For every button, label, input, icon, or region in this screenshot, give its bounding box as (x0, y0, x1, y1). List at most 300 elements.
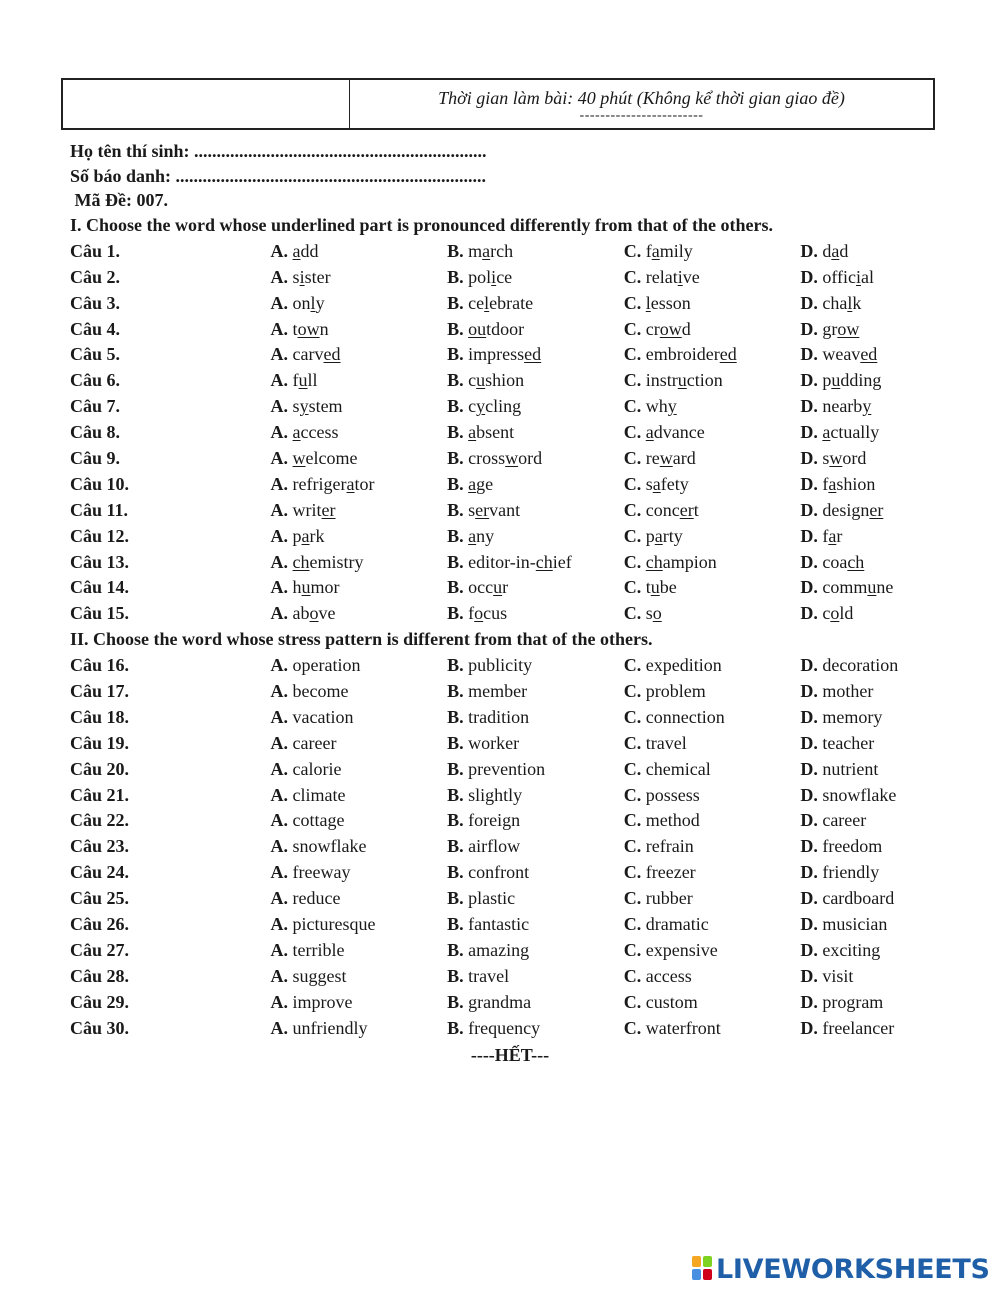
question-row (70, 912, 950, 938)
option-word-start: possess (645, 784, 700, 805)
option-word-end: rch (490, 240, 514, 261)
answer-option[interactable] (271, 860, 448, 886)
option-letter: C. (623, 499, 642, 520)
option-letter: D. (800, 758, 818, 779)
underlined-part: o (652, 603, 662, 624)
answer-option[interactable] (800, 291, 950, 317)
question-number: Câu 10. (70, 473, 130, 494)
option-word-start: t (645, 577, 651, 598)
option-word-end: ord (842, 448, 867, 469)
question-number: Câu 2. (70, 266, 121, 287)
answer-option[interactable] (447, 265, 624, 291)
underlined-part: ed (719, 344, 737, 365)
answer-option[interactable] (447, 368, 624, 394)
answer-option[interactable] (447, 808, 624, 834)
answer-option[interactable] (624, 317, 801, 343)
answer-option[interactable] (447, 498, 624, 524)
question-number: Câu 1. (70, 240, 121, 261)
option-word-end: r (502, 577, 509, 598)
option-letter: B. (447, 914, 464, 935)
underlined-part: ed (323, 344, 341, 365)
answer-option[interactable] (624, 472, 801, 498)
option-letter: A. (270, 732, 289, 753)
question-row (70, 575, 950, 601)
option-word-start: exciting (822, 939, 881, 960)
option-word-start: design (822, 499, 870, 520)
question-row (70, 860, 950, 886)
answer-option[interactable] (624, 757, 801, 783)
option-word-start: comm (822, 577, 868, 598)
answer-option[interactable] (800, 472, 950, 498)
answer-option[interactable] (624, 886, 801, 912)
option-word-start: member (468, 681, 528, 702)
answer-option[interactable] (624, 265, 801, 291)
option-word-start: embroider (645, 344, 720, 365)
option-word-start: pol (468, 266, 492, 287)
option-letter: D. (800, 706, 818, 727)
option-word-start: wh (645, 396, 668, 417)
answer-option[interactable] (800, 317, 950, 343)
answer-option[interactable] (271, 368, 448, 394)
section-title: I. Choose the word whose underlined part is pronounced differently from that of the others. (70, 215, 774, 235)
answer-option[interactable] (800, 808, 950, 834)
answer-option[interactable] (271, 291, 448, 317)
option-letter: B. (447, 422, 464, 443)
answer-option[interactable] (271, 575, 448, 601)
option-word-start: coa (822, 551, 848, 572)
option-letter: A. (270, 344, 289, 365)
answer-option[interactable] (447, 757, 624, 783)
option-letter: D. (800, 991, 818, 1012)
option-word-start: teacher (822, 732, 875, 753)
question-number: Câu 30. (70, 1017, 130, 1038)
answer-option[interactable] (624, 912, 801, 938)
answer-option[interactable] (271, 420, 448, 446)
option-word-start: confront (468, 862, 530, 883)
option-word-start: problem (645, 681, 706, 702)
underlined-part: a (468, 473, 477, 494)
option-word-end: rty (662, 525, 683, 546)
answer-option[interactable] (800, 964, 950, 990)
option-word-start: foreign (468, 810, 521, 831)
option-letter: D. (800, 939, 818, 960)
option-word-start: snowflake (822, 784, 897, 805)
answer-option[interactable] (800, 990, 950, 1016)
question-number: Câu 13. (70, 551, 130, 572)
option-word-start: cardboard (822, 888, 895, 909)
option-letter: B. (447, 939, 464, 960)
answer-option[interactable] (271, 808, 448, 834)
answer-option[interactable] (624, 446, 801, 472)
question-row (70, 964, 950, 990)
question-number: Câu 22. (70, 810, 130, 831)
answer-option[interactable] (271, 653, 448, 679)
answer-option[interactable] (447, 783, 624, 809)
answer-option[interactable] (800, 239, 950, 265)
option-word-start: f (468, 603, 475, 624)
answer-option[interactable] (624, 938, 801, 964)
option-word-end: y (315, 292, 325, 313)
answer-option[interactable] (447, 342, 624, 368)
answer-option[interactable] (624, 239, 801, 265)
option-letter: B. (447, 681, 464, 702)
question-row (70, 757, 950, 783)
answer-option[interactable] (447, 705, 624, 731)
answer-option[interactable] (271, 886, 448, 912)
answer-option[interactable] (271, 394, 448, 420)
option-word-end: d (839, 240, 849, 261)
option-letter: C. (623, 914, 642, 935)
question-row (70, 550, 950, 576)
option-word-end: dding (840, 370, 882, 391)
option-word-start: impress (468, 344, 525, 365)
question-row (70, 524, 950, 550)
answer-option[interactable] (447, 524, 624, 550)
answer-option[interactable] (271, 834, 448, 860)
underlined-part: y (299, 396, 309, 417)
underlined-part: ow (297, 318, 320, 339)
question-number: Câu 3. (70, 292, 121, 313)
answer-option[interactable] (447, 446, 624, 472)
option-letter: C. (623, 862, 642, 883)
answer-option[interactable] (800, 601, 950, 627)
answer-option[interactable] (447, 550, 624, 576)
answer-option[interactable] (800, 731, 950, 757)
liveworksheets-logo-icon (692, 1256, 714, 1282)
option-word-end: be (659, 577, 677, 598)
option-word-start: s (292, 396, 300, 417)
answer-option[interactable] (447, 653, 624, 679)
option-word-start: s (822, 448, 830, 469)
option-letter: D. (800, 448, 818, 469)
answer-option[interactable] (271, 498, 448, 524)
option-word-start: access (645, 965, 692, 986)
answer-option[interactable] (447, 834, 624, 860)
question-number: Câu 21. (70, 784, 130, 805)
answer-option[interactable] (271, 705, 448, 731)
answer-option[interactable] (271, 783, 448, 809)
answer-option[interactable] (271, 524, 448, 550)
underlined-part: a (828, 525, 837, 546)
answer-option[interactable] (271, 679, 448, 705)
option-letter: D. (800, 344, 818, 365)
option-letter: D. (800, 525, 818, 546)
answer-option[interactable] (271, 472, 448, 498)
answer-option[interactable] (800, 938, 950, 964)
option-word-start: friendly (822, 862, 880, 883)
answer-option[interactable] (800, 757, 950, 783)
underlined-part: i (491, 266, 497, 287)
answer-option[interactable] (447, 601, 624, 627)
answer-option[interactable] (800, 783, 950, 809)
option-word-start: f (645, 240, 652, 261)
question-row (70, 368, 950, 394)
question-row (70, 834, 950, 860)
option-word-start: fantastic (468, 914, 530, 935)
option-letter: A. (270, 836, 289, 857)
answer-option[interactable] (624, 394, 801, 420)
answer-option[interactable] (624, 498, 801, 524)
answer-option[interactable] (447, 990, 624, 1016)
candidate-id: Số báo danh: ..................................................................... (70, 166, 487, 186)
answer-option[interactable] (624, 679, 801, 705)
option-letter: A. (270, 1017, 289, 1038)
option-word-end: elcome (305, 448, 358, 469)
underlined-part: ed (860, 344, 878, 365)
answer-option[interactable] (624, 705, 801, 731)
option-letter: A. (270, 422, 289, 443)
answer-option[interactable] (800, 1016, 950, 1042)
underlined-part: w (829, 448, 843, 469)
option-letter: A. (270, 655, 289, 676)
answer-option[interactable] (271, 938, 448, 964)
underlined-part: l (310, 292, 316, 313)
answer-option[interactable] (447, 472, 624, 498)
option-word-start: weav (822, 344, 861, 365)
answer-option[interactable] (447, 420, 624, 446)
option-letter: B. (447, 448, 464, 469)
option-letter: B. (447, 862, 464, 883)
answer-option[interactable] (624, 550, 801, 576)
answer-option[interactable] (624, 990, 801, 1016)
underlined-part: i (299, 266, 305, 287)
answer-option[interactable] (271, 731, 448, 757)
answer-option[interactable] (800, 653, 950, 679)
option-letter: A. (270, 758, 289, 779)
option-word-start: p (822, 370, 832, 391)
answer-option[interactable] (800, 498, 950, 524)
answer-option[interactable] (447, 731, 624, 757)
question-number: Câu 9. (70, 448, 121, 469)
question-number: Câu 7. (70, 396, 121, 417)
underlined-part: y (667, 396, 677, 417)
answer-option[interactable] (447, 394, 624, 420)
answer-option[interactable] (800, 912, 950, 938)
answer-option[interactable] (800, 886, 950, 912)
option-letter: C. (623, 810, 642, 831)
question-number: Câu 18. (70, 706, 130, 727)
option-word-start: expensive (645, 939, 718, 960)
question-row (70, 472, 950, 498)
option-word-start: visit (822, 965, 854, 986)
option-word-start: cha (822, 292, 848, 313)
option-letter: D. (800, 784, 818, 805)
question-row (70, 342, 950, 368)
option-letter: C. (623, 292, 642, 313)
answer-option[interactable] (624, 420, 801, 446)
option-letter: B. (447, 577, 464, 598)
option-word-start: terrible (292, 939, 345, 960)
answer-option[interactable] (800, 342, 950, 368)
option-letter: D. (800, 888, 818, 909)
answer-option[interactable] (271, 1016, 448, 1042)
answer-option[interactable] (624, 601, 801, 627)
option-word-start: prevention (468, 758, 546, 779)
option-word-start: tradition (468, 706, 530, 727)
option-letter: B. (447, 344, 464, 365)
option-word-end: tor (354, 473, 375, 494)
option-word-start: f (292, 370, 299, 391)
option-word-start: snowflake (292, 836, 367, 857)
option-word-start: gr (822, 318, 838, 339)
answer-option[interactable] (800, 679, 950, 705)
answer-option[interactable] (447, 239, 624, 265)
answer-option[interactable] (800, 524, 950, 550)
answer-option[interactable] (800, 446, 950, 472)
option-word-start: amazing (468, 939, 530, 960)
option-letter: D. (800, 499, 818, 520)
answer-option[interactable] (624, 860, 801, 886)
question-number: Câu 19. (70, 732, 130, 753)
question-row (70, 601, 950, 627)
answer-option[interactable] (271, 317, 448, 343)
underlined-part: ch (645, 551, 663, 572)
option-word-start: carv (292, 344, 324, 365)
option-word-start: instr (645, 370, 678, 391)
option-letter: B. (447, 499, 464, 520)
answer-option[interactable] (624, 575, 801, 601)
option-letter: B. (447, 810, 464, 831)
answer-option[interactable] (624, 783, 801, 809)
answer-option[interactable] (271, 342, 448, 368)
question-row (70, 420, 950, 446)
answer-option[interactable] (800, 368, 950, 394)
answer-option[interactable] (271, 550, 448, 576)
answer-option[interactable] (447, 912, 624, 938)
option-word-start: memory (822, 706, 883, 727)
answer-option[interactable] (271, 601, 448, 627)
underlined-part: er (475, 499, 490, 520)
option-letter: C. (623, 991, 642, 1012)
option-word-start: s (645, 603, 653, 624)
option-word-start: h (292, 577, 302, 598)
underlined-part: ou (468, 318, 487, 339)
header-left-cell (63, 80, 350, 128)
question-row (70, 783, 950, 809)
option-letter: C. (623, 577, 642, 598)
answer-option[interactable] (624, 731, 801, 757)
option-letter: A. (270, 292, 289, 313)
answer-option[interactable] (800, 705, 950, 731)
option-word-start: dramatic (645, 914, 709, 935)
option-word-end: emistry (309, 551, 364, 572)
answer-option[interactable] (624, 808, 801, 834)
answer-option[interactable] (447, 317, 624, 343)
answer-option[interactable] (447, 291, 624, 317)
answer-option[interactable] (800, 575, 950, 601)
answer-option[interactable] (447, 964, 624, 990)
underlined-part: u (831, 370, 841, 391)
underlined-part: o (309, 603, 319, 624)
option-word-start: refriger (292, 473, 347, 494)
option-letter: C. (623, 473, 642, 494)
answer-option[interactable] (447, 1016, 624, 1042)
answer-option[interactable] (271, 239, 448, 265)
option-word-start: waterfront (645, 1017, 721, 1038)
option-word-start: freezer (645, 862, 696, 883)
option-word-start: program (822, 991, 884, 1012)
underlined-part: y (862, 396, 872, 417)
answer-option[interactable] (447, 860, 624, 886)
option-word-end: cling (485, 396, 522, 417)
option-letter: D. (800, 862, 818, 883)
option-letter: C. (623, 603, 642, 624)
answer-option[interactable] (800, 420, 950, 446)
option-word-end: ster (304, 266, 331, 287)
answer-option[interactable] (271, 912, 448, 938)
option-word-end: bsent (476, 422, 515, 443)
answer-option[interactable] (800, 834, 950, 860)
answer-option[interactable] (271, 265, 448, 291)
option-letter: A. (270, 681, 289, 702)
option-word-end: ccess (300, 422, 339, 443)
option-letter: C. (623, 318, 642, 339)
option-word-start: s (292, 266, 300, 287)
answer-option[interactable] (800, 860, 950, 886)
underlined-part: o (830, 603, 840, 624)
option-word-start: refrain (645, 836, 694, 857)
option-word-start: relat (645, 266, 678, 287)
option-word-end: ce (496, 266, 513, 287)
header-box (61, 78, 935, 130)
option-word-end: ny (476, 525, 495, 546)
answer-option[interactable] (271, 446, 448, 472)
answer-option[interactable] (624, 524, 801, 550)
option-letter: B. (447, 370, 464, 391)
underlined-part: ch (847, 551, 865, 572)
answer-option[interactable] (800, 550, 950, 576)
underlined-part: l (484, 292, 490, 313)
answer-option[interactable] (800, 394, 950, 420)
option-word-start: decoration (822, 655, 899, 676)
answer-option[interactable] (271, 964, 448, 990)
option-letter: B. (447, 396, 464, 417)
option-word-start: c (822, 603, 831, 624)
underlined-part: i (855, 266, 861, 287)
option-word-end: dd (300, 240, 319, 261)
answer-option[interactable] (624, 834, 801, 860)
question-row (70, 653, 950, 679)
option-letter: A. (270, 266, 289, 287)
option-letter: C. (623, 396, 642, 417)
option-letter: C. (623, 681, 642, 702)
liveworksheets-logo-text: LIVEWORKSHEETS (716, 1253, 990, 1285)
answer-option[interactable] (447, 679, 624, 705)
option-letter: C. (623, 732, 642, 753)
option-word-end: shion (485, 370, 525, 391)
answer-option[interactable] (447, 575, 624, 601)
answer-option[interactable] (447, 938, 624, 964)
question-number: Câu 5. (70, 344, 121, 365)
option-word-start: writ (292, 499, 322, 520)
answer-option[interactable] (271, 757, 448, 783)
answer-option[interactable] (447, 886, 624, 912)
answer-option[interactable] (624, 1016, 801, 1042)
option-word-start: cottage (292, 810, 345, 831)
option-letter: B. (447, 473, 464, 494)
answer-option[interactable] (624, 342, 801, 368)
option-letter: D. (800, 396, 818, 417)
option-letter: D. (800, 810, 818, 831)
answer-option[interactable] (800, 265, 950, 291)
option-letter: D. (800, 370, 818, 391)
answer-option[interactable] (624, 368, 801, 394)
answer-option[interactable] (624, 653, 801, 679)
answer-option[interactable] (624, 291, 801, 317)
answer-option[interactable] (624, 964, 801, 990)
answer-option[interactable] (271, 990, 448, 1016)
underlined-part: w (292, 448, 306, 469)
